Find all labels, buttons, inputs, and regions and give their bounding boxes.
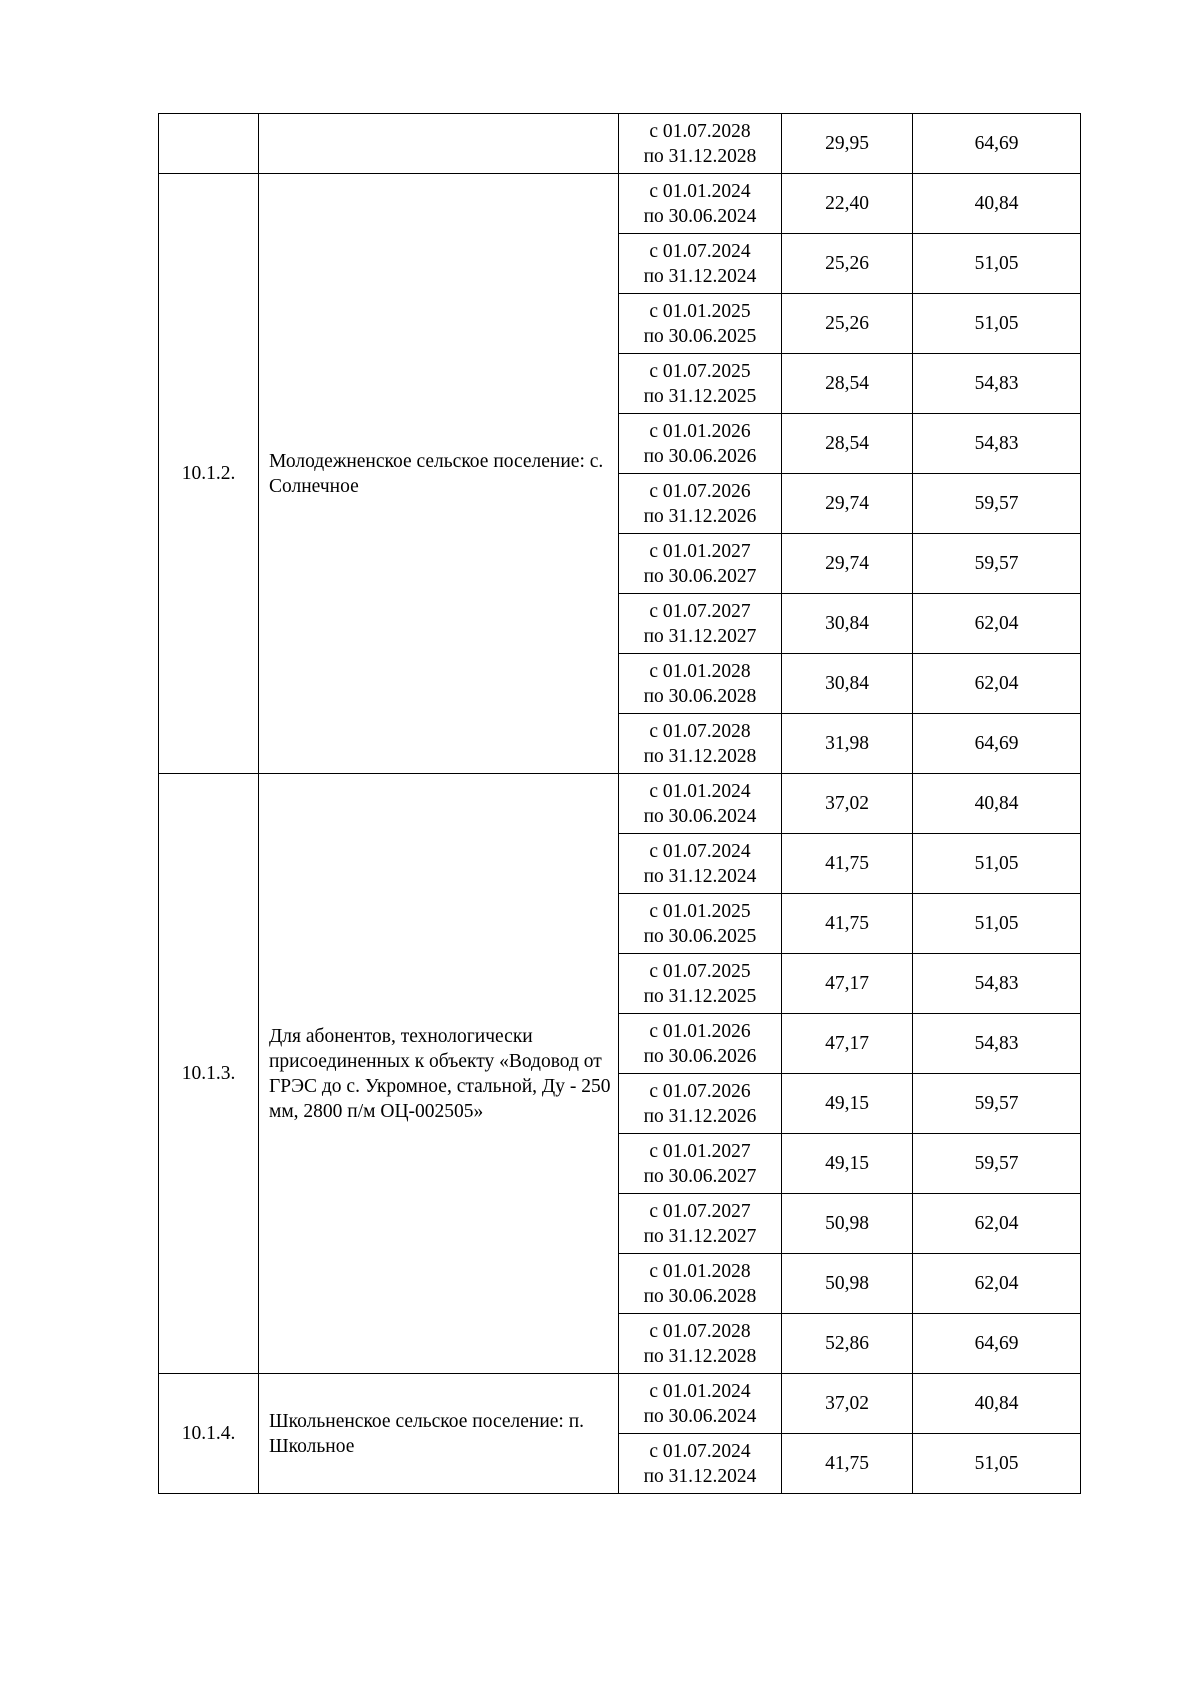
item-number-cell: 10.1.4. [159,1374,259,1494]
period-from: с 01.07.2026 [649,1080,751,1102]
period-to: по 30.06.2028 [643,1285,757,1307]
period-to: по 31.12.2025 [643,985,757,1007]
period-to: по 31.12.2027 [643,625,757,647]
tariff-value-2: 51,05 [913,234,1081,294]
tariff-table-body [159,114,1081,1494]
tariff-value-1: 30,84 [782,654,913,714]
period-cell [619,1434,782,1494]
tariff-value-2: 51,05 [913,894,1081,954]
period-cell [619,354,782,414]
tariff-value-2: 62,04 [913,1254,1081,1314]
item-number-cell: 10.1.2. [159,174,259,774]
period-cell [619,654,782,714]
period-cell [619,114,782,174]
period-to: по 31.12.2028 [643,745,757,767]
tariff-value-2: 54,83 [913,414,1081,474]
period-cell [619,1374,782,1434]
tariff-value-2: 40,84 [913,174,1081,234]
period-cell [619,1134,782,1194]
period-from: с 01.01.2024 [649,780,751,802]
period-to: по 30.06.2025 [643,325,757,347]
tariff-value-2: 62,04 [913,1194,1081,1254]
table-row [159,114,1081,174]
period-to: по 31.12.2024 [643,265,757,287]
period-from: с 01.07.2028 [649,720,751,742]
tariff-value-2: 64,69 [913,114,1081,174]
period-cell [619,174,782,234]
item-name-cell [259,174,619,774]
tariff-value-1: 47,17 [782,1014,913,1074]
period-to: по 30.06.2025 [643,925,757,947]
tariff-value-2: 59,57 [913,1074,1081,1134]
period-to: по 30.06.2027 [643,565,757,587]
tariff-value-1: 29,74 [782,534,913,594]
tariff-value-2: 59,57 [913,534,1081,594]
table-row [159,774,1081,834]
period-from: с 01.01.2025 [649,900,751,922]
period-cell [619,1194,782,1254]
tariff-value-1: 25,26 [782,294,913,354]
period-cell [619,294,782,354]
tariff-value-2: 62,04 [913,594,1081,654]
tariff-value-1: 50,98 [782,1194,913,1254]
tariff-value-1: 41,75 [782,894,913,954]
period-cell [619,474,782,534]
period-from: с 01.01.2027 [649,1140,751,1162]
period-from: с 01.01.2027 [649,540,751,562]
tariff-value-1: 41,75 [782,834,913,894]
tariff-value-1: 47,17 [782,954,913,1014]
tariff-value-2: 59,57 [913,1134,1081,1194]
tariff-value-1: 29,74 [782,474,913,534]
tariff-value-1: 37,02 [782,774,913,834]
tariff-value-2: 54,83 [913,954,1081,1014]
period-to: по 31.12.2024 [643,1465,757,1487]
tariff-value-2: 64,69 [913,714,1081,774]
period-from: с 01.01.2026 [649,420,751,442]
tariff-value-1: 29,95 [782,114,913,174]
period-cell [619,774,782,834]
period-from: с 01.01.2024 [649,1380,751,1402]
item-name-cell [259,774,619,1374]
period-from: с 01.01.2026 [649,1020,751,1042]
period-from: с 01.01.2028 [649,660,751,682]
period-to: по 30.06.2024 [643,205,757,227]
period-from: с 01.07.2028 [649,120,751,142]
period-to: по 30.06.2026 [643,1045,757,1067]
period-from: с 01.07.2025 [649,960,751,982]
tariff-table [158,113,1081,1494]
period-cell [619,1314,782,1374]
period-to: по 31.12.2026 [643,1105,757,1127]
tariff-value-2: 62,04 [913,654,1081,714]
tariff-value-1: 31,98 [782,714,913,774]
period-cell [619,1014,782,1074]
period-to: по 31.12.2027 [643,1225,757,1247]
item-name-cell [259,114,619,174]
item-name-text: Молодежненское сельское поселение: с. Солнечное [269,450,604,497]
tariff-value-1: 22,40 [782,174,913,234]
period-cell [619,954,782,1014]
item-number-cell: 10.1.3. [159,774,259,1374]
period-from: с 01.07.2024 [649,1440,751,1462]
period-cell [619,714,782,774]
period-to: по 30.06.2027 [643,1165,757,1187]
period-from: с 01.07.2027 [649,600,751,622]
tariff-value-1: 25,26 [782,234,913,294]
period-cell [619,1254,782,1314]
period-to: по 31.12.2024 [643,865,757,887]
tariff-value-1: 28,54 [782,354,913,414]
period-from: с 01.01.2028 [649,1260,751,1282]
tariff-value-1: 49,15 [782,1074,913,1134]
tariff-value-2: 64,69 [913,1314,1081,1374]
period-to: по 31.12.2025 [643,385,757,407]
table-row [159,174,1081,234]
period-cell [619,234,782,294]
tariff-value-2: 40,84 [913,1374,1081,1434]
tariff-value-2: 51,05 [913,1434,1081,1494]
tariff-value-1: 37,02 [782,1374,913,1434]
item-name-cell [259,1374,619,1494]
period-from: с 01.07.2028 [649,1320,751,1342]
period-to: по 30.06.2024 [643,1405,757,1427]
period-to: по 31.12.2028 [643,145,757,167]
period-to: по 31.12.2028 [643,1345,757,1367]
period-to: по 30.06.2024 [643,805,757,827]
period-from: с 01.01.2025 [649,300,751,322]
period-from: с 01.07.2024 [649,840,751,862]
period-cell [619,414,782,474]
period-cell [619,594,782,654]
tariff-value-1: 28,54 [782,414,913,474]
tariff-value-1: 30,84 [782,594,913,654]
tariff-value-2: 54,83 [913,354,1081,414]
period-from: с 01.07.2024 [649,240,751,262]
period-to: по 30.06.2026 [643,445,757,467]
tariff-value-2: 40,84 [913,774,1081,834]
period-cell [619,834,782,894]
item-name-text: Для абонентов, технологически присоединенных к объекту «Водовод от ГРЭС до с. Укромное, стальной, Ду - 250 мм, 2800 п/м ОЦ-002505» [269,1025,611,1122]
tariff-value-1: 50,98 [782,1254,913,1314]
period-from: с 01.07.2027 [649,1200,751,1222]
tariff-value-1: 49,15 [782,1134,913,1194]
period-to: по 31.12.2026 [643,505,757,527]
period-cell [619,1074,782,1134]
tariff-value-2: 59,57 [913,474,1081,534]
period-cell [619,894,782,954]
period-from: с 01.01.2024 [649,180,751,202]
period-cell [619,534,782,594]
tariff-value-2: 54,83 [913,1014,1081,1074]
item-number-cell [159,114,259,174]
tariff-value-2: 51,05 [913,834,1081,894]
item-name-text: Школьненское сельское поселение: п. Школьное [269,1410,585,1457]
period-to: по 30.06.2028 [643,685,757,707]
period-from: с 01.07.2026 [649,480,751,502]
tariff-value-1: 41,75 [782,1434,913,1494]
tariff-value-1: 52,86 [782,1314,913,1374]
tariff-value-2: 51,05 [913,294,1081,354]
period-from: с 01.07.2025 [649,360,751,382]
table-row [159,1374,1081,1434]
